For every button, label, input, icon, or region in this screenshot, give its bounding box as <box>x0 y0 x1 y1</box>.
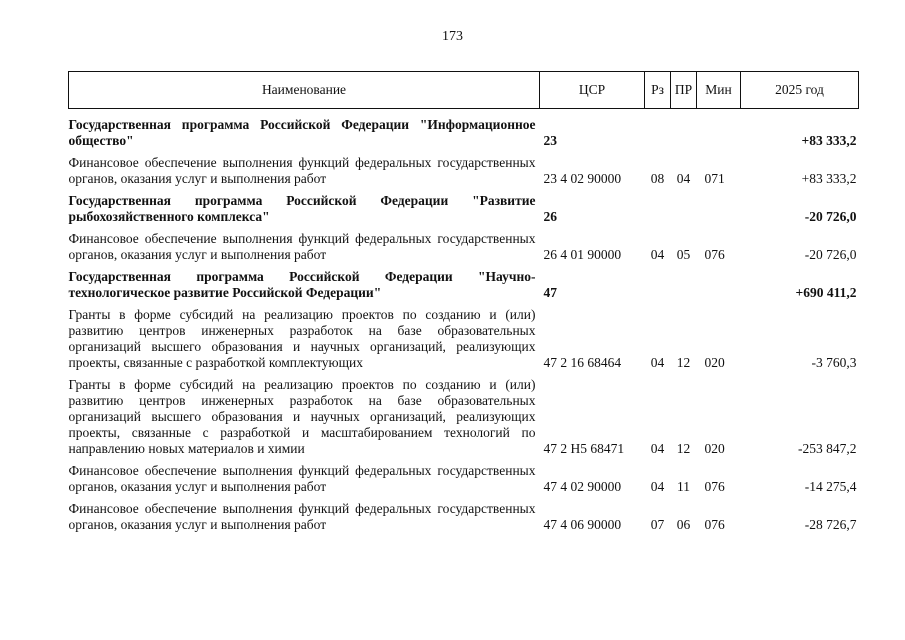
row-amount: +690 411,2 <box>795 285 857 300</box>
row-name: Финансовое обеспечение выполнения функций федеральных государственных органов, оказания услуг и выполнения работ <box>68 501 536 532</box>
row-min: 020 <box>704 441 725 456</box>
row-pr: 11 <box>677 479 690 494</box>
row-min <box>697 193 741 231</box>
row-pr <box>671 109 697 156</box>
row-pr: 04 <box>676 171 691 186</box>
row-rz: 04 <box>650 247 665 262</box>
row-rz <box>645 109 671 156</box>
row-amount: -253 847,2 <box>798 441 857 456</box>
row-amount: -28 726,7 <box>804 517 857 532</box>
row-rz: 04 <box>650 479 665 494</box>
item-row <box>69 501 859 539</box>
row-amount: +83 333,2 <box>801 171 857 186</box>
header-rz: Рз <box>645 72 671 109</box>
row-csr: 47 <box>543 285 557 300</box>
header-name: Наименование <box>69 72 540 109</box>
row-amount: -14 275,4 <box>804 479 857 494</box>
row-min: 076 <box>704 479 725 494</box>
header-csr: ЦСР <box>540 72 645 109</box>
row-csr: 26 <box>543 209 557 224</box>
table-body <box>69 109 859 540</box>
item-row <box>69 231 859 269</box>
row-csr: 23 4 02 90000 <box>543 171 622 186</box>
row-csr: 47 4 02 90000 <box>543 479 622 494</box>
row-min: 076 <box>704 517 725 532</box>
budget-table <box>68 71 859 539</box>
header-pr: ПР <box>671 72 697 109</box>
row-name: Государственная программа Российской Федерации "Научно-технологическое развитие Российской Федерации" <box>68 269 536 300</box>
row-name: Финансовое обеспечение выполнения функций федеральных государственных органов, оказания услуг и выполнения работ <box>68 155 536 186</box>
row-amount: -3 760,3 <box>811 355 857 370</box>
row-rz <box>645 193 671 231</box>
row-pr: 05 <box>676 247 691 262</box>
page-number: 173 <box>442 29 463 44</box>
item-row <box>69 377 859 463</box>
row-pr: 12 <box>676 355 691 370</box>
row-name: Государственная программа Российской Федерации "Информационное общество" <box>68 117 536 148</box>
program-row <box>69 109 859 156</box>
header-year: 2025 год <box>741 72 859 109</box>
row-pr: 06 <box>676 517 691 532</box>
row-rz: 04 <box>650 355 665 370</box>
row-csr: 47 2 16 68464 <box>543 355 622 370</box>
row-min: 076 <box>704 247 725 262</box>
row-amount: -20 726,0 <box>804 247 857 262</box>
row-rz <box>645 269 671 307</box>
row-csr: 23 <box>543 133 557 148</box>
row-min <box>697 109 741 156</box>
header-min: Мин <box>697 72 741 109</box>
row-min: 071 <box>704 171 725 186</box>
row-amount: -20 726,0 <box>804 209 857 224</box>
row-csr: 26 4 01 90000 <box>543 247 622 262</box>
row-pr: 12 <box>676 441 691 456</box>
row-name: Гранты в форме субсидий на реализацию проектов по созданию и (или) развитию центров инженерных разработок на базе образовательных организаций высшего образования и научных организаций, реализующих проекты, связанные с разработкой и масштабированием технологий по направлению новых материалов и химии <box>68 377 536 456</box>
row-min: 020 <box>704 355 725 370</box>
row-rz: 04 <box>650 441 665 456</box>
row-csr: 47 4 06 90000 <box>543 517 622 532</box>
row-name: Финансовое обеспечение выполнения функций федеральных государственных органов, оказания услуг и выполнения работ <box>68 231 536 262</box>
row-name: Гранты в форме субсидий на реализацию проектов по созданию и (или) развитию центров инженерных разработок на базе образовательных организаций высшего образования и научных организаций, реализующих проекты, связанные с разработкой комплектующих <box>68 307 536 370</box>
row-min <box>697 269 741 307</box>
row-amount: +83 333,2 <box>801 133 857 148</box>
row-rz: 08 <box>650 171 665 186</box>
table-header <box>69 72 859 109</box>
item-row <box>69 155 859 193</box>
row-name: Финансовое обеспечение выполнения функций федеральных государственных органов, оказания услуг и выполнения работ <box>68 463 536 494</box>
row-name: Государственная программа Российской Федерации "Развитие рыбохозяйственного комплекса" <box>68 193 536 224</box>
row-pr <box>671 193 697 231</box>
item-row <box>69 307 859 377</box>
row-csr: 47 2 H5 68471 <box>543 441 625 456</box>
program-row <box>69 193 859 231</box>
program-row <box>69 269 859 307</box>
row-pr <box>671 269 697 307</box>
item-row <box>69 463 859 501</box>
row-rz: 07 <box>650 517 665 532</box>
